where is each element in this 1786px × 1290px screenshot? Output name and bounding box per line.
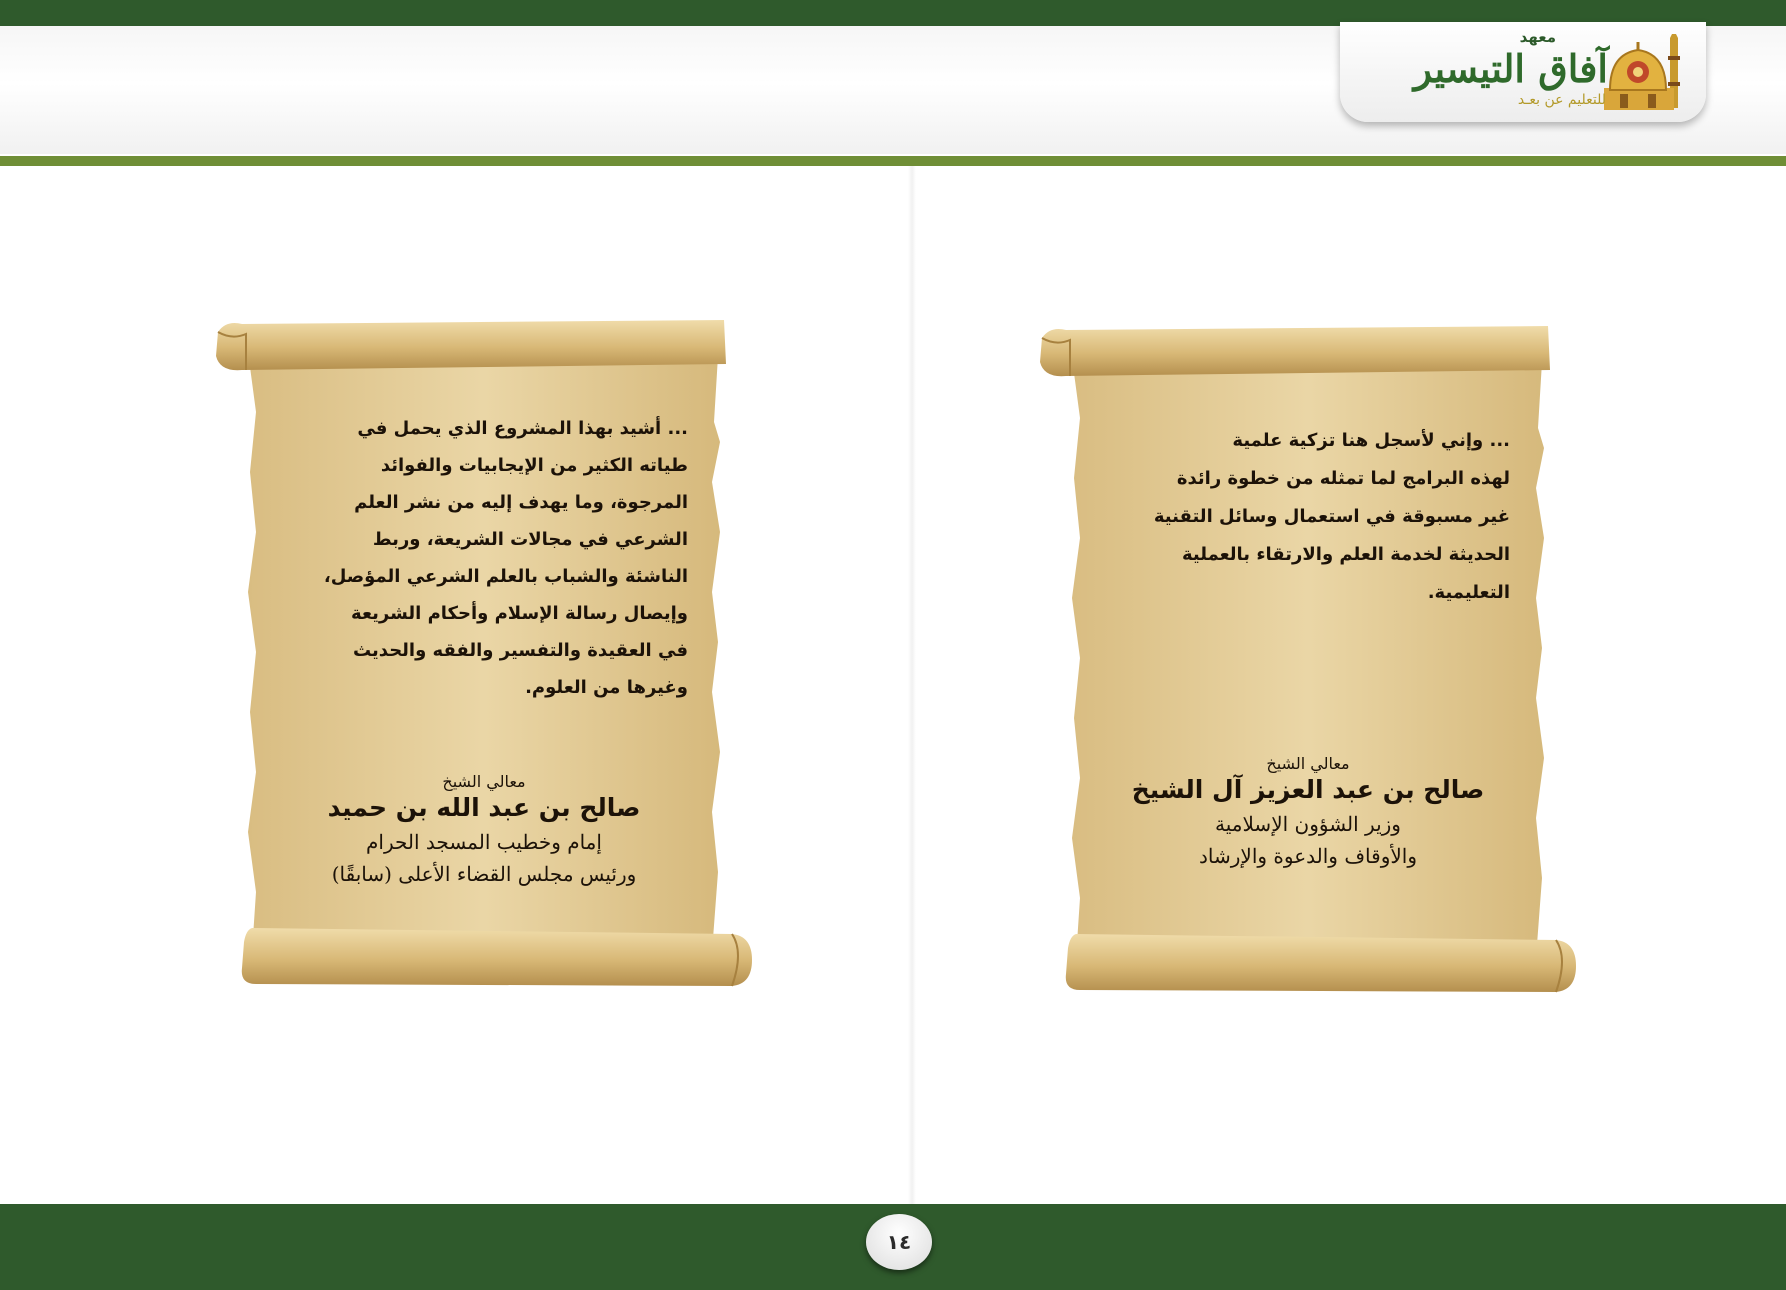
quote-line: غير مسبوقة في استعمال وسائل التقنية [1153,506,1510,527]
quote-line: ... وإني لأسجل هنا تزكية علمية [1232,430,1510,451]
scholar-title: والأوقاف والدعوة والإرشاد [1199,844,1417,868]
honorific: معالي الشيخ [1266,754,1350,773]
honorific: معالي الشيخ [442,772,526,791]
quote-line: وإيصال رسالة الإسلام وأحكام الشريعة [351,603,688,624]
right-scroll [1036,318,1582,1000]
left-scroll [212,312,758,994]
quote-line: الحديثة لخدمة العلم والارتقاء بالعملية [1181,544,1510,565]
logo-subtitle: للتعليم عن بعـد [1517,92,1606,108]
scholar-name: صالح بن عبد الله بن حميد [327,793,641,822]
logo-small-text: معهد [1519,28,1556,46]
quote-line: ... أشيد بهذا المشروع الذي يحمل في [357,418,688,439]
scholar-title: ورئيس مجلس القضاء الأعلى (سابقًا) [331,862,637,886]
quote-line: الناشئة والشباب بالعلم الشرعي المؤصل، [323,566,688,587]
page-fold [908,166,916,1204]
quote-line: الشرعي في مجالات الشريعة، وربط [372,529,688,550]
quote-line: طياته الكثير من الإيجابيات والفوائد [380,455,688,476]
scholar-title: إمام وخطيب المسجد الحرام [366,830,602,854]
parchment-scroll [1036,318,1582,1000]
signature-block [272,772,696,886]
mosque-dome-icon [1600,34,1688,114]
quote-text [284,410,688,706]
logo-title: آفاق التيسير [1413,46,1608,91]
quote-line: وغيرها من العلوم. [525,677,688,698]
quote-line: في العقيدة والتفسير والفقه والحديث [352,640,688,661]
scholar-name: صالح بن عبد العزيز آل الشيخ [1131,775,1485,804]
signature-block [1096,754,1520,868]
quote-text [1106,422,1510,612]
scholar-title: وزير الشؤون الإسلامية [1215,812,1401,836]
quote-line: التعليمية. [1427,582,1510,603]
quote-line: لهذه البرامج لما تمثله من خطوة رائدة [1176,468,1510,489]
page-number: ١٤ [866,1214,932,1270]
header-divider-line [0,156,1786,166]
quote-line: المرجوة، وما يهدف إليه من نشر العلم [354,492,688,513]
institute-logo [1340,22,1706,122]
